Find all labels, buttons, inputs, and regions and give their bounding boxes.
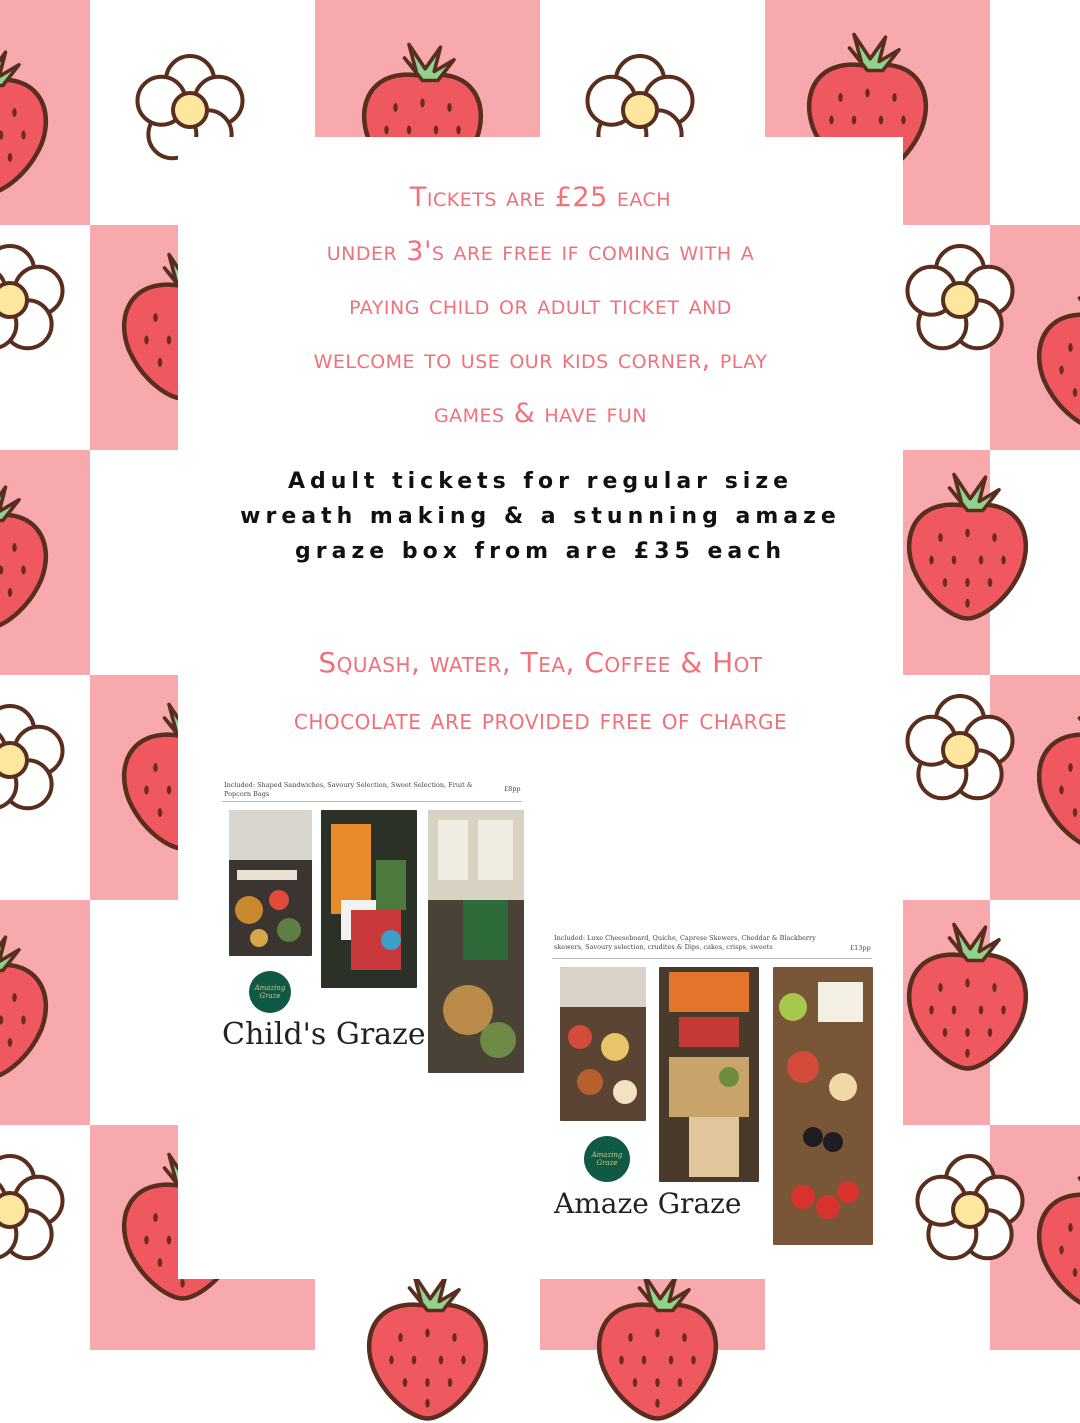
strawberry-icon	[590, 1270, 725, 1423]
intro-line: welcome to use our kids corner, play	[313, 344, 768, 375]
flower-icon	[900, 690, 1020, 810]
flower-icon	[0, 240, 70, 360]
info-card	[178, 137, 903, 1279]
strawberry-icon	[900, 470, 1035, 623]
flower-icon	[0, 1150, 70, 1270]
food-photo	[659, 967, 759, 1182]
adult-ticket-info	[198, 464, 883, 569]
food-photo	[428, 810, 524, 1073]
food-photo	[773, 967, 873, 1245]
sheet-price: £13pp	[850, 944, 871, 952]
checker-tile	[990, 0, 1080, 225]
drinks-line: Squash, water, Tea, Coffee & Hot	[318, 646, 763, 679]
strawberry-icon	[0, 45, 55, 198]
drinks-info	[208, 634, 873, 748]
childs-graze-sheet	[222, 777, 527, 1077]
brand-badge-logo: Amazing Graze	[584, 1136, 630, 1182]
strawberry-icon	[0, 930, 55, 1083]
sheet-title: Amaze Graze	[554, 1187, 742, 1220]
adult-line: wreath making & a stunning amaze	[240, 504, 841, 529]
food-photo	[560, 967, 646, 1121]
intro-line: under 3's are free if coming with a	[326, 236, 755, 267]
strawberry-icon	[360, 1270, 495, 1423]
food-photo	[321, 810, 417, 988]
adult-line: Adult tickets for regular size	[287, 469, 794, 494]
strawberry-icon	[900, 920, 1035, 1073]
food-photo	[229, 810, 312, 956]
amaze-graze-sheet	[552, 934, 874, 1248]
intro-line: paying child or adult ticket and	[349, 290, 732, 321]
adult-line: graze box from are £35 each	[295, 539, 786, 564]
intro-line: games & have fun	[433, 398, 648, 429]
intro-line: Tickets are £25 each	[409, 182, 672, 213]
strawberry-icon	[1030, 1160, 1080, 1313]
ticket-info	[208, 171, 873, 441]
drinks-line: chocolate are provided free of charge	[293, 703, 788, 736]
divider	[222, 801, 522, 802]
sheet-price: £8pp	[504, 785, 521, 793]
strawberry-icon	[0, 480, 55, 633]
strawberry-icon	[1030, 280, 1080, 433]
strawberry-icon	[1030, 700, 1080, 853]
sheet-caption: Included: Shaped Sandwiches, Savoury Selection, Sweet Selection, Fruit & Popcorn Bags	[224, 781, 473, 798]
flower-icon	[910, 1150, 1030, 1270]
sheet-caption: Included: Luxe Cheeseboard, Quiche, Caprese Skewers, Cheddar & Blackberry skewers, Savoury selection, crudites & Dips, cakes, crisps, sweets	[554, 934, 816, 951]
divider	[552, 958, 872, 959]
brand-badge-logo: Amazing Graze	[249, 971, 291, 1013]
flower-icon	[900, 240, 1020, 360]
flower-icon	[0, 700, 70, 820]
sheet-title: Child's Graze	[222, 1017, 426, 1052]
